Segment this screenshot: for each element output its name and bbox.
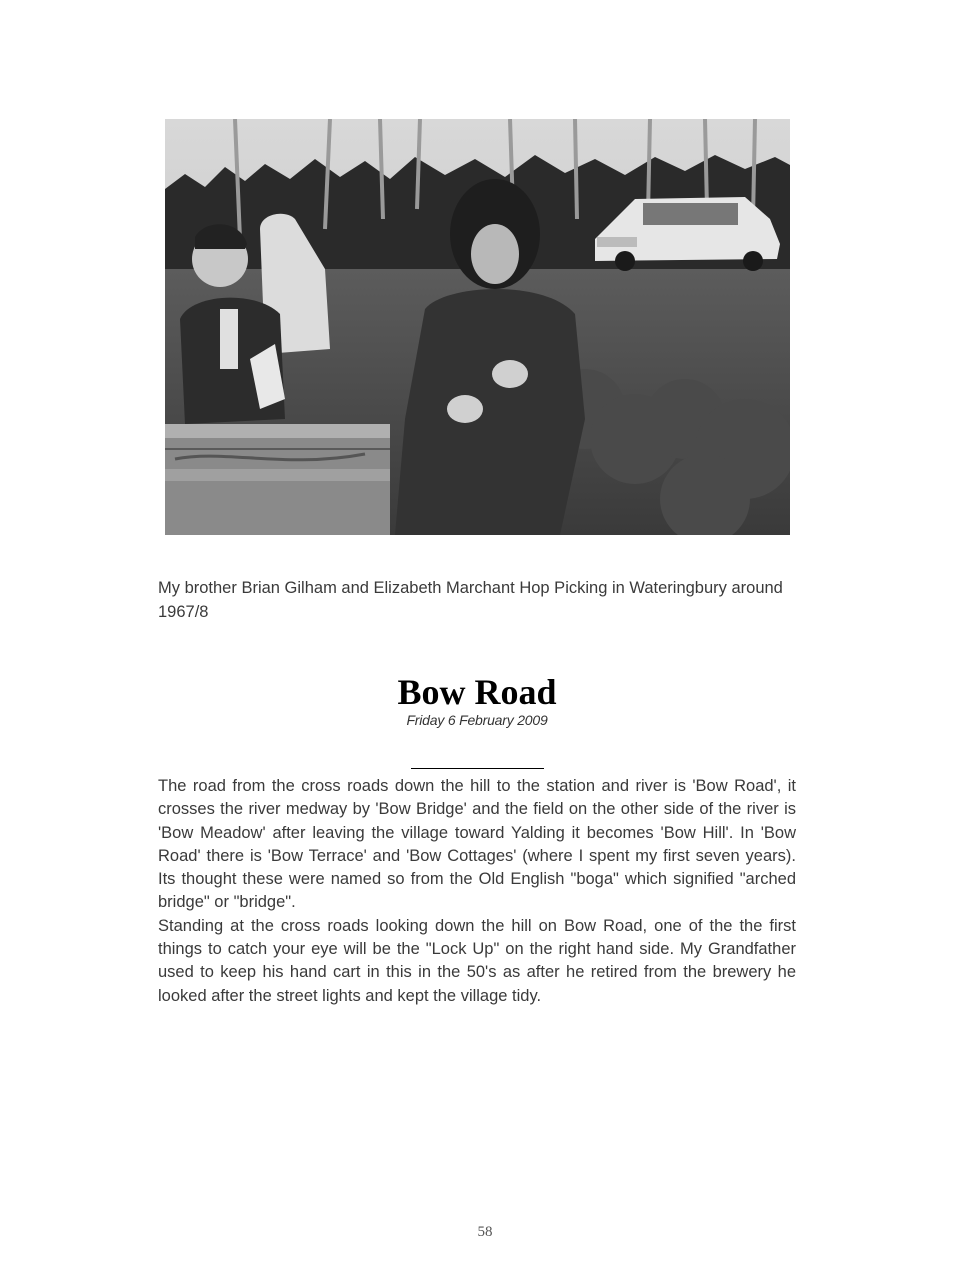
photograph-icon <box>165 119 790 535</box>
page-number: 58 <box>477 1224 493 1240</box>
entry-paragraph: Standing at the cross roads looking down the hill on Bow Road, one of the the first things to catch your eye will be the "Lock Up" on the right hand side. My Grandfather used to keep his hand cart in this in the 50's as after he retired from the brewery he looked after the street lights and kept the village tidy. <box>158 916 796 1005</box>
entry-paragraph: The road from the cross roads down the hill to the station and river is 'Bow Road', it crosses the river medway by 'Bow Bridge' and the field on the other side of the river is 'Bow Meadow' after leaving the village toward Yalding it becomes 'Bow Hill'. In 'Bow Road' there is 'Bow Terrace' and 'Bow Cottages' (where I spent my first seven years). Its thought these were named so from the Old English "boga" which signified "arched bridge" or "bridge". <box>158 777 796 912</box>
hop-picking-photo <box>165 119 790 535</box>
entry-body <box>158 775 796 1008</box>
entry-date: Friday 6 February 2009 <box>406 712 548 728</box>
photo-caption: My brother Brian Gilham and Elizabeth Marchant Hop Picking in Wateringbury around 1967/8 <box>158 579 783 621</box>
title-divider <box>411 768 544 769</box>
entry-title: Bow Road <box>397 672 557 712</box>
